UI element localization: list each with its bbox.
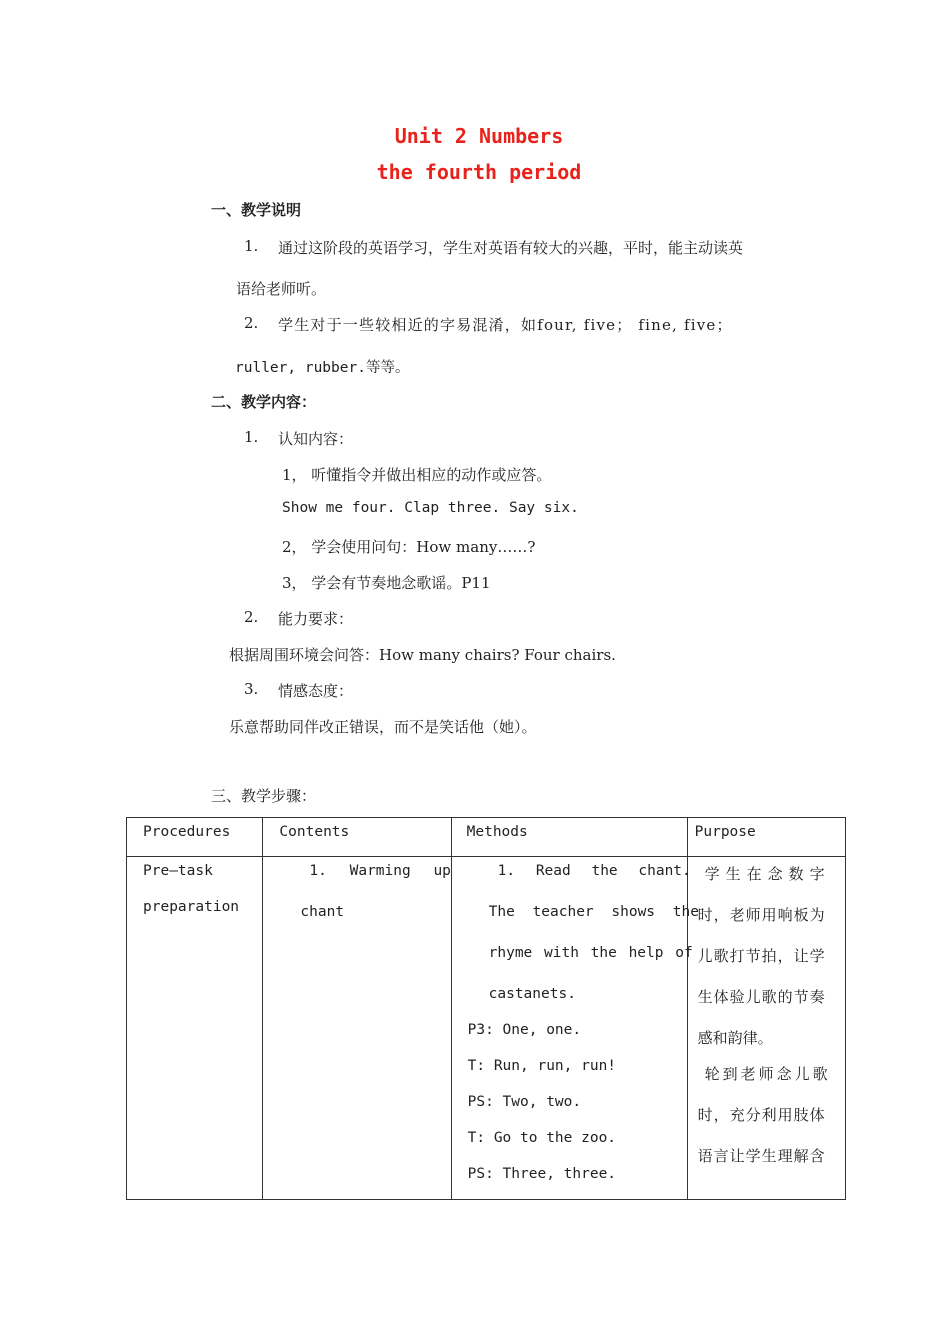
section1-item2-number: 2. — [244, 314, 259, 332]
methods-line: T: Run, run, run! — [467, 1058, 617, 1074]
header-procedures: Procedures — [127, 818, 263, 857]
purpose-line: 轮到老师念儿歌 — [704, 1065, 831, 1083]
purpose-line: 时，充分利用肢体 — [697, 1106, 826, 1124]
section2-heading: 二、教学内容： — [211, 393, 317, 411]
methods-cell — [451, 857, 699, 1200]
document-subtitle: the fourth period — [376, 160, 582, 184]
purpose-line: 儿歌打节拍，让学 — [697, 947, 826, 965]
section2-item3-label: 情感态度： — [278, 682, 354, 700]
purpose-line: 感和韵律。 — [697, 1029, 773, 1047]
content-line1: 1. Warming up — [309, 863, 451, 879]
section1-item2-line1: 学生对于一些较相近的字易混淆，如four, five； fine, five； — [278, 316, 733, 334]
section1-item2-line2: ruller, rubber.等等。 — [235, 360, 410, 376]
document-title: Unit 2 Numbers — [394, 124, 564, 148]
section2-item1-number: 1. — [244, 428, 259, 446]
section2-item3-number: 3. — [244, 680, 259, 698]
section2-item2-text: 根据周围环境会问答：How many chairs? Four chairs. — [229, 646, 616, 664]
methods-line: castanets. — [488, 986, 576, 1002]
methods-line: PS: Three, three. — [467, 1166, 617, 1182]
section2-item3-text: 乐意帮助同伴改正错误，而不是笑话他（她）。 — [229, 718, 537, 736]
purpose-line: 时，老师用响板为 — [697, 906, 826, 924]
methods-line: 1. Read the chant. — [497, 863, 691, 879]
methods-line: PS: Two, two. — [467, 1094, 582, 1110]
table-row — [127, 857, 846, 1200]
section2-sub2: 2， 学会使用问句：How many……? — [282, 538, 536, 556]
purpose-line: 语言让学生理解含 — [697, 1147, 826, 1165]
methods-line: P3: One, one. — [467, 1022, 582, 1038]
section2-item1-label: 认知内容： — [278, 430, 354, 448]
table-header-row — [127, 818, 846, 857]
methods-line: The teacher shows the — [488, 904, 699, 920]
header-purpose: Purpose — [687, 818, 845, 857]
purpose-cell — [687, 857, 845, 1200]
teaching-steps-table — [126, 817, 846, 1200]
procedure-line1: Pre—task — [143, 863, 213, 879]
section2-sub1-example: Show me four. Clap three. Say six. — [282, 500, 579, 516]
methods-line: rhyme with the help of — [488, 945, 693, 961]
purpose-line: 生体验儿歌的节奏 — [697, 988, 826, 1006]
content-cell — [263, 857, 451, 1200]
methods-line: T: Go to the zoo. — [467, 1130, 617, 1146]
section2-sub1: 1， 听懂指令并做出相应的动作或应答。 — [282, 466, 552, 484]
section2-item2-label: 能力要求： — [278, 610, 354, 628]
section1-item1-line2: 语给老师听。 — [236, 280, 327, 298]
section1-item1-line1: 通过这阶段的英语学习，学生对英语有较大的兴趣，平时，能主动读英 — [278, 239, 744, 257]
section2-item2-number: 2. — [244, 608, 259, 626]
header-contents: Contents — [263, 818, 451, 857]
procedure-cell — [127, 857, 263, 1200]
purpose-line: 学生在念数字 — [704, 865, 831, 883]
section1-heading: 一、教学说明 — [211, 201, 302, 219]
content-line2: chant — [300, 904, 345, 920]
section3-heading: 三、教学步骤： — [211, 787, 317, 805]
header-methods: Methods — [451, 818, 687, 857]
section1-item1-number: 1. — [244, 237, 259, 255]
procedure-line2: preparation — [143, 899, 240, 915]
section2-sub3: 3， 学会有节奏地念歌谣。P11 — [282, 574, 491, 592]
